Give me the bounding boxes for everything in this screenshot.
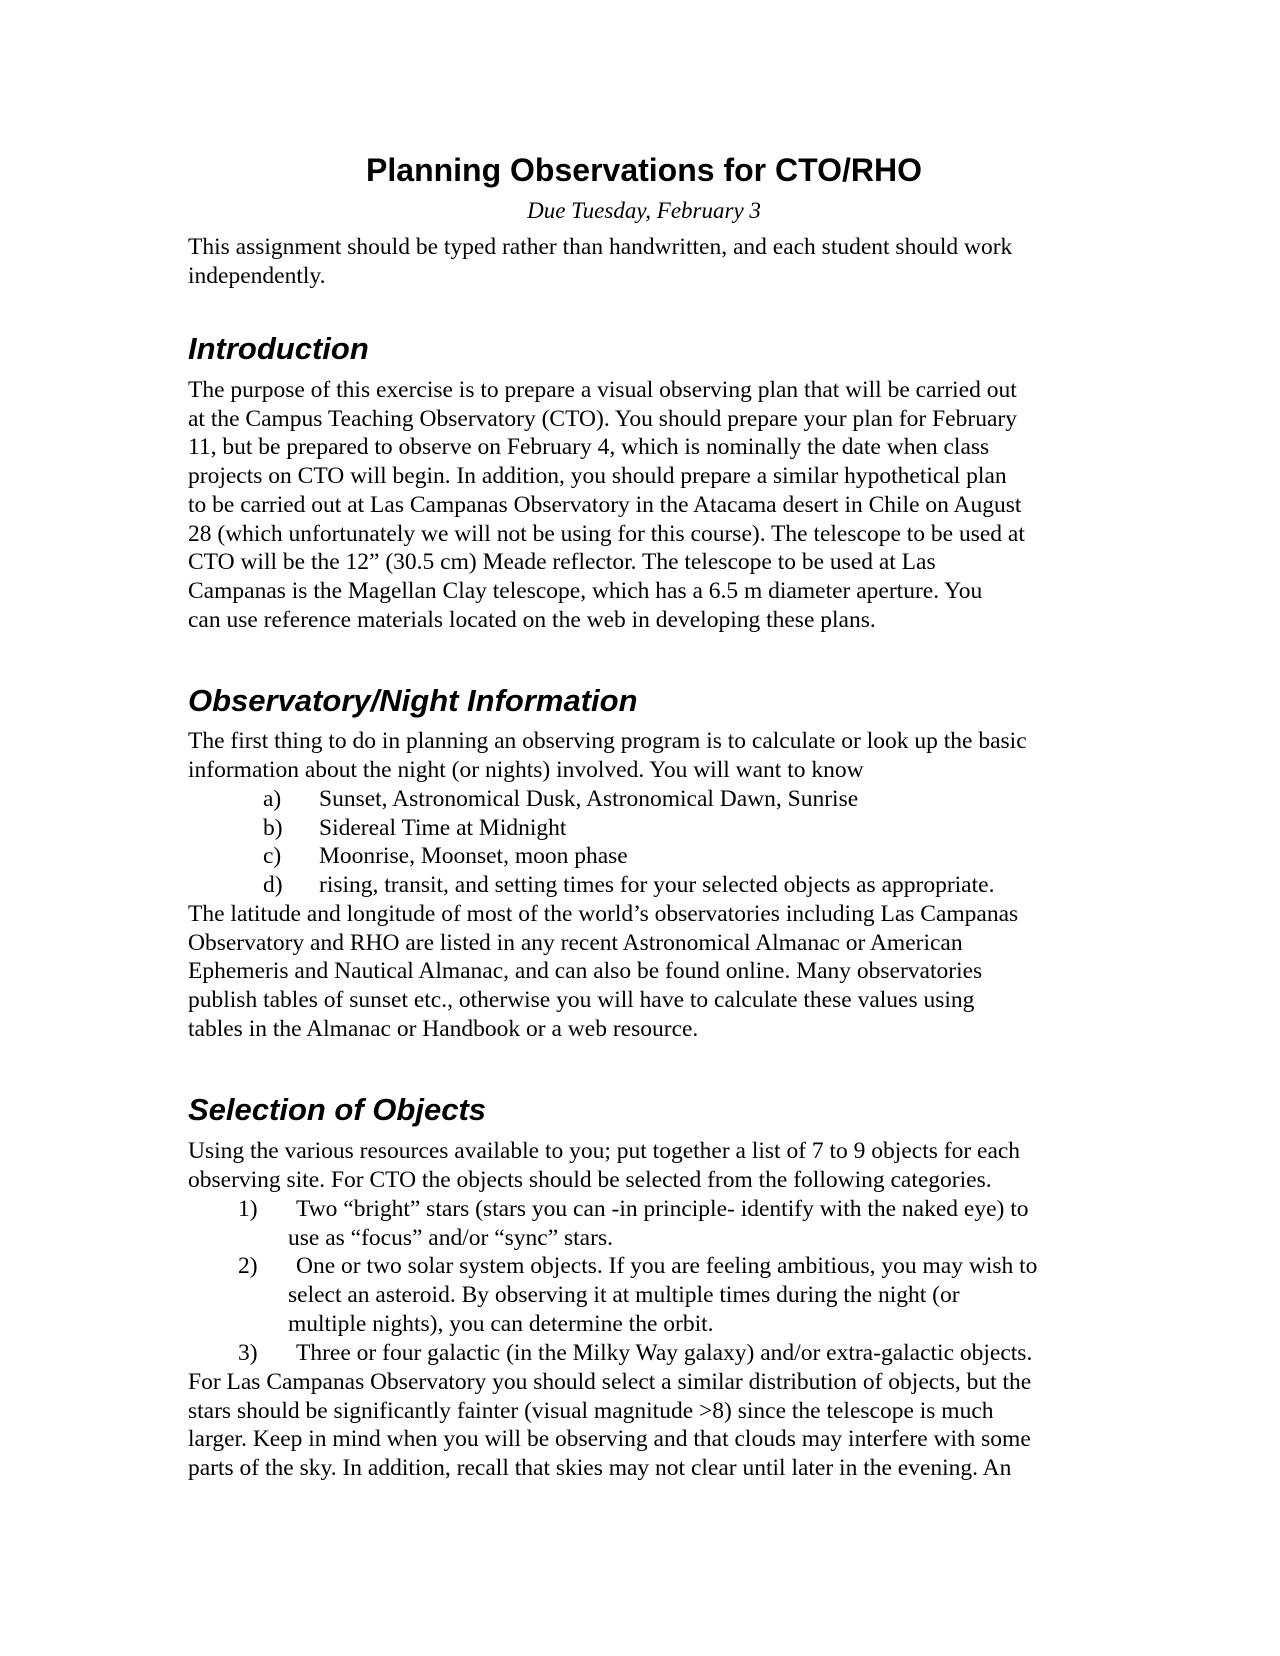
text-line: stars should be significantly fainter (visual magnitude >8) since the telescope is much [188,1397,994,1424]
list-marker: 2) [238,1253,258,1280]
list-item-text: Sunset, Astronomical Dusk, Astronomical Dawn, Sunrise [319,786,859,812]
text-line: can use reference materials located on the web in developing these plans. [188,606,876,633]
list-item [188,814,1100,843]
text-line: independently. [188,262,326,289]
observatory-heading: Observatory/Night Information [188,683,638,718]
text-line: Observatory and RHO are listed in any recent Astronomical Almanac or American [188,929,963,956]
text-line: at the Campus Teaching Observatory (CTO). You should prepare your plan for February [188,405,1017,432]
text-line: CTO will be the 12” (30.5 cm) Meade reflector. The telescope to be used at Las [188,549,936,576]
selection-intro-paragraph [188,1137,1100,1194]
selection-heading: Selection of Objects [188,1092,487,1127]
text-line: 11, but be prepared to observe on February 4, which is nominally the date when class [188,434,990,461]
list-marker: d) [263,872,283,899]
list-item [188,871,1100,900]
text-line: For Las Campanas Observatory you should select a similar distribution of objects, but the [188,1369,1032,1395]
text-line: Two “bright” stars (stars you can -in principle- identify with the naked eye) to [296,1196,1029,1222]
text-line: Three or four galactic (in the Milky Way galaxy) and/or extra-galactic objects. [296,1339,1033,1366]
list-item [188,785,1100,814]
text-line: projects on CTO will begin. In addition, you should prepare a similar hypothetical plan [188,463,1007,490]
night-info-list [188,785,1100,900]
list-item [188,1339,1100,1368]
list-item-text: Moonrise, Moonset, moon phase [319,843,628,870]
selection-details-paragraph [188,1368,1100,1483]
text-line: 28 (which unfortunately we will not be using for this course). The telescope to be used at [188,520,1025,547]
assignment-note [188,233,1100,290]
text-line: select an asteroid. By observing it at multiple times during the night (or [288,1282,960,1309]
text-line: The first thing to do in planning an observing program is to calculate or look up the basic [188,728,1027,754]
list-item [188,1195,1100,1252]
observatory-details-paragraph [188,900,1100,1044]
list-item [188,1252,1100,1338]
text-line: publish tables of sunset etc., otherwise you will have to calculate these values using [188,987,975,1014]
text-line: tables in the Almanac or Handbook or a web resource. [188,1015,699,1042]
text-line: This assignment should be typed rather than handwritten, and each student should work [188,234,1013,260]
text-line: parts of the sky. In addition, recall that skies may not clear until later in the evening. An [188,1455,1012,1482]
list-marker: 1) [238,1196,258,1222]
list-item [188,842,1100,871]
text-line: to be carried out at Las Campanas Observatory in the Atacama desert in Chile on August [188,491,1022,518]
text-line: One or two solar system objects. If you are feeling ambitious, you may wish to [296,1253,1038,1280]
text-line: observing site. For CTO the objects should be selected from the following categories. [188,1166,992,1193]
list-marker: a) [263,786,282,812]
list-item-text: Sidereal Time at Midnight [319,814,567,841]
due-date: Due Tuesday, February 3 [527,198,761,223]
text-line: Ephemeris and Nautical Almanac, and can also be found online. Many observatories [188,958,983,985]
introduction-heading: Introduction [188,331,369,366]
list-marker: b) [263,814,283,841]
list-marker: c) [263,843,282,870]
page-title: Planning Observations for CTO/RHO [366,152,922,188]
text-line: larger. Keep in mind when you will be observing and that clouds may interfere with some [188,1426,1031,1453]
text-line: use as “focus” and/or “sync” stars. [288,1224,613,1251]
text-line: The purpose of this exercise is to prepare a visual observing plan that will be carried out [188,377,1017,403]
object-categories-list [188,1195,1100,1367]
text-line: Using the various resources available to you; put together a list of 7 to 9 objects for each [188,1138,1021,1164]
list-marker: 3) [238,1339,258,1366]
list-item-text: rising, transit, and setting times for your selected objects as appropriate. [319,872,995,899]
text-line: The latitude and longitude of most of the world’s observatories including Las Campanas [188,901,1019,927]
introduction-paragraph [188,376,1100,634]
text-line: information about the night (or nights) involved. You will want to know [188,756,864,783]
text-line: multiple nights), you can determine the orbit. [288,1310,714,1337]
text-line: Campanas is the Magellan Clay telescope, which has a 6.5 m diameter aperture. You [188,577,983,604]
observatory-intro-paragraph [188,727,1100,784]
